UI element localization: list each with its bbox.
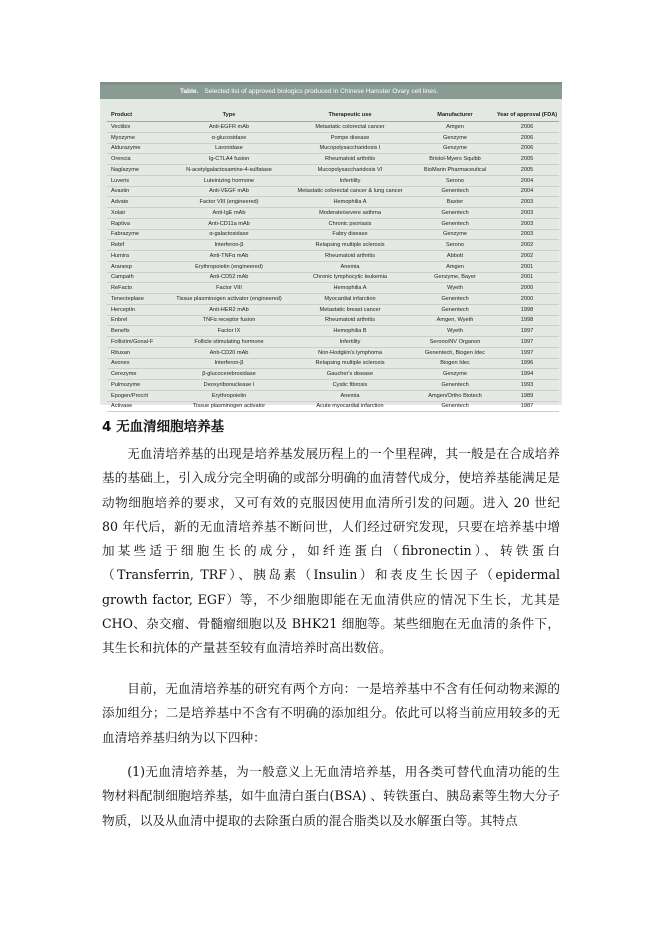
- cell-manufacturer: Genentech: [415, 401, 495, 412]
- cell-type: α-galactosidase: [173, 229, 285, 240]
- cell-product: Vectibix: [107, 122, 173, 133]
- cell-manufacturer: Baxter: [415, 197, 495, 208]
- biologics-table-figure: [100, 82, 562, 410]
- table-row: [107, 283, 559, 294]
- cell-therapeutic-use: Hemophilia A: [285, 283, 415, 294]
- cell-therapeutic-use: Infertility: [285, 175, 415, 186]
- cell-type: Tissue plasminogen activator (engineered): [173, 294, 285, 305]
- cell-manufacturer: Genentech: [415, 380, 495, 391]
- cell-year: 2001: [495, 272, 559, 283]
- cell-product: Avonex: [107, 358, 173, 369]
- cell-product: Aldurazyme: [107, 143, 173, 154]
- cell-manufacturer: Bristol-Myers Squibb: [415, 154, 495, 165]
- cell-product: Cerezyme: [107, 369, 173, 380]
- table-row: [107, 304, 559, 315]
- cell-type: Anti-VEGF mAb: [173, 186, 285, 197]
- cell-type: Factor IX: [173, 326, 285, 337]
- cell-therapeutic-use: Anemia: [285, 390, 415, 401]
- table-row: [107, 261, 559, 272]
- cell-manufacturer: Wyeth: [415, 283, 495, 294]
- cell-manufacturer: Genentech: [415, 294, 495, 305]
- table-caption-text: Selected list of approved biologics produced in Chinese Hamster Ovary cell lines.: [204, 88, 439, 95]
- cell-type: Anti-TNFα mAb: [173, 251, 285, 262]
- table-row: [107, 337, 559, 348]
- cell-type: Anti-CD20 mAb: [173, 347, 285, 358]
- cell-product: Benefix: [107, 326, 173, 337]
- table-row: [107, 143, 559, 154]
- cell-type: Anti-CD11a mAb: [173, 218, 285, 229]
- cell-therapeutic-use: Non-Hodgkin's lymphoma: [285, 347, 415, 358]
- cell-manufacturer: Genentech: [415, 218, 495, 229]
- paragraph-type-one: (1)无血清培养基，为一般意义上无血清培养基，用各类可替代血清功能的生物材料配制细胞培养基，如牛血清白蛋白(BSA) 、转铁蛋白、胰岛素等生物大分子物质，以及从血清中提取的去除蛋白质的混合脂类以及水解蛋白等。其特点: [102, 764, 560, 828]
- cell-product: Follistim/Gonal-F: [107, 337, 173, 348]
- paragraph-serum-free-intro: 无血清培养基的出现是培养基发展历程上的一个里程碑，其一般是在合成培养基的基础上，引入成分完全明确的或部分明确的血清替代成分，使培养基能满足是动物细胞培养的要求，又可有效的克服因使用血清所引发的问题。进入 20 世纪 80 年代后，新的无血清培养基不断问世，人们经过研究发现，只要在培养基中增加某些适于细胞生长的成分，如纤连蛋白（fibronectin）、转铁蛋白（Transferrin, TRF）、胰岛素（Insulin）和表皮生长因子（epidermal growth factor, EGF）等，不少细胞即能在无血清供应的情况下生长，尤其是 CHO、杂交瘤、骨髓瘤细胞以及 BHK21 细胞等。某些细胞在无血清的条件下，其生长和抗体的产量甚至较有血清培养时高出数倍。: [102, 446, 560, 656]
- cell-therapeutic-use: Anemia: [285, 261, 415, 272]
- cell-manufacturer: BioMarin Pharmaceutical: [415, 165, 495, 176]
- cell-year: 2004: [495, 175, 559, 186]
- cell-manufacturer: Amgen: [415, 122, 495, 133]
- cell-type: Interferon-β: [173, 240, 285, 251]
- cell-therapeutic-use: Chronic lymphocytic leukemia: [285, 272, 415, 283]
- cell-type: Tissue plasminogen activator: [173, 401, 285, 412]
- column-header-product: Product: [107, 108, 173, 122]
- cell-therapeutic-use: Mucopolysaccharidosis VI: [285, 165, 415, 176]
- cell-year: 1998: [495, 315, 559, 326]
- biologics-table: [107, 108, 559, 412]
- cell-manufacturer: Amgen, Wyeth: [415, 315, 495, 326]
- table-caption-label: Table.: [180, 88, 199, 95]
- cell-type: Erythropoietin (engineered): [173, 261, 285, 272]
- cell-therapeutic-use: Gaucher's disease: [285, 369, 415, 380]
- cell-therapeutic-use: Moderate/severe asthma: [285, 208, 415, 219]
- cell-year: 2003: [495, 229, 559, 240]
- column-header-manufacturer: Manufacturer: [415, 108, 495, 122]
- cell-year: 2006: [495, 143, 559, 154]
- table-row: [107, 197, 559, 208]
- table-row: [107, 326, 559, 337]
- cell-product: Pulmozyme: [107, 380, 173, 391]
- cell-therapeutic-use: Rheumatoid arthritis: [285, 154, 415, 165]
- cell-manufacturer: Genzyme: [415, 229, 495, 240]
- table-caption: [100, 85, 562, 99]
- cell-type: Anti-CD52 mAb: [173, 272, 285, 283]
- cell-product: Avastin: [107, 186, 173, 197]
- table-row: [107, 132, 559, 143]
- cell-product: Advate: [107, 197, 173, 208]
- cell-year: 2005: [495, 154, 559, 165]
- table-row: [107, 154, 559, 165]
- cell-product: Herceptin: [107, 304, 173, 315]
- cell-product: ReFacto: [107, 283, 173, 294]
- cell-year: 2002: [495, 240, 559, 251]
- cell-therapeutic-use: Metastatic colorectal cancer & lung cancer: [285, 186, 415, 197]
- cell-type: Anti-EGFR mAb: [173, 122, 285, 133]
- cell-manufacturer: Genzyme: [415, 369, 495, 380]
- table-row: [107, 240, 559, 251]
- cell-type: Interferon-β: [173, 358, 285, 369]
- cell-year: 2001: [495, 261, 559, 272]
- cell-product: Humira: [107, 251, 173, 262]
- column-header-year: Year of approval (FDA): [495, 108, 559, 122]
- cell-therapeutic-use: Cystic fibrosis: [285, 380, 415, 391]
- cell-product: Activase: [107, 401, 173, 412]
- cell-manufacturer: Amgen/Ortho Biotech: [415, 390, 495, 401]
- cell-therapeutic-use: Metastatic breast cancer: [285, 304, 415, 315]
- cell-year: 1989: [495, 390, 559, 401]
- cell-year: 1987: [495, 401, 559, 412]
- cell-manufacturer: Serono: [415, 240, 495, 251]
- cell-manufacturer: Genentech: [415, 208, 495, 219]
- cell-product: Campath: [107, 272, 173, 283]
- cell-product: Rebif: [107, 240, 173, 251]
- cell-therapeutic-use: Acute myocardial infarction: [285, 401, 415, 412]
- table-row: [107, 315, 559, 326]
- cell-therapeutic-use: Fabry disease: [285, 229, 415, 240]
- cell-type: β-glucocerebrosidase: [173, 369, 285, 380]
- cell-type: Deoxyribonuclease I: [173, 380, 285, 391]
- table-row: [107, 358, 559, 369]
- column-header-therapeutic-use: Therapeutic use: [285, 108, 415, 122]
- cell-year: 1994: [495, 369, 559, 380]
- cell-year: 1996: [495, 358, 559, 369]
- cell-year: 1997: [495, 326, 559, 337]
- cell-product: Rituxan: [107, 347, 173, 358]
- cell-product: Naglazyme: [107, 165, 173, 176]
- cell-product: Myozyme: [107, 132, 173, 143]
- cell-product: Orencia: [107, 154, 173, 165]
- table-row: [107, 251, 559, 262]
- cell-product: Luveris: [107, 175, 173, 186]
- cell-type: Factor VIII (engineered): [173, 197, 285, 208]
- cell-manufacturer: Genentech: [415, 304, 495, 315]
- cell-manufacturer: Genzyme: [415, 132, 495, 143]
- cell-year: 1993: [495, 380, 559, 391]
- cell-therapeutic-use: Hemophilia B: [285, 326, 415, 337]
- cell-year: 2000: [495, 294, 559, 305]
- cell-therapeutic-use: Rheumatoid arthritis: [285, 315, 415, 326]
- table-row: [107, 208, 559, 219]
- paragraph-research-directions: 目前，无血清培养基的研究有两个方向：一是培养基中不含有任何动物来源的添加组分；二是培养基中不含有不明确的添加组分。依此可以将当前应用较多的无血清培养基归纳为以下四种：: [102, 681, 560, 745]
- column-header-type: Type: [173, 108, 285, 122]
- table-row: [107, 175, 559, 186]
- cell-type: N-acetylgalactosamine-4-sulfatase: [173, 165, 285, 176]
- table-row: [107, 218, 559, 229]
- cell-manufacturer: Genzyme, Bayer: [415, 272, 495, 283]
- cell-manufacturer: Serono/NV Organon: [415, 337, 495, 348]
- cell-therapeutic-use: Chronic psoriasis: [285, 218, 415, 229]
- cell-therapeutic-use: Relapsing multiple sclerosis: [285, 240, 415, 251]
- cell-type: Laronidase: [173, 143, 285, 154]
- cell-type: TNFα receptor fusion: [173, 315, 285, 326]
- cell-year: 1997: [495, 337, 559, 348]
- cell-type: Follicle stimulating hormone: [173, 337, 285, 348]
- table-row: [107, 272, 559, 283]
- cell-type: Erythropoietin: [173, 390, 285, 401]
- cell-year: 2002: [495, 251, 559, 262]
- cell-manufacturer: Biogen Idec: [415, 358, 495, 369]
- cell-product: Raptiva: [107, 218, 173, 229]
- cell-type: Anti-IgE mAb: [173, 208, 285, 219]
- cell-product: Tenecteplase: [107, 294, 173, 305]
- table-row: [107, 294, 559, 305]
- cell-year: 2006: [495, 122, 559, 133]
- cell-year: 2003: [495, 208, 559, 219]
- cell-therapeutic-use: Relapsing multiple sclerosis: [285, 358, 415, 369]
- cell-manufacturer: Abbott: [415, 251, 495, 262]
- cell-manufacturer: Genentech: [415, 186, 495, 197]
- cell-product: Fabrazyme: [107, 229, 173, 240]
- cell-therapeutic-use: Metastatic colorectal cancer: [285, 122, 415, 133]
- table-row: [107, 347, 559, 358]
- cell-type: Anti-HER2 mAb: [173, 304, 285, 315]
- table-row: [107, 380, 559, 391]
- cell-manufacturer: Amgen: [415, 261, 495, 272]
- cell-product: Epogen/Procrit: [107, 390, 173, 401]
- cell-manufacturer: Genentech, Biogen Idec: [415, 347, 495, 358]
- cell-therapeutic-use: Rheumatoid arthritis: [285, 251, 415, 262]
- table-row: [107, 390, 559, 401]
- section-heading: 4 无血清细胞培养基: [102, 419, 225, 435]
- cell-product: Enbrel: [107, 315, 173, 326]
- cell-product: Xolair: [107, 208, 173, 219]
- cell-manufacturer: Wyeth: [415, 326, 495, 337]
- table-row: [107, 165, 559, 176]
- cell-type: Factor VIII: [173, 283, 285, 294]
- table-row: [107, 122, 559, 133]
- table-header-row: [107, 108, 559, 122]
- cell-therapeutic-use: Pompe disease: [285, 132, 415, 143]
- cell-year: 1998: [495, 304, 559, 315]
- cell-year: 2000: [495, 283, 559, 294]
- cell-therapeutic-use: Mucopolysaccharidosis I: [285, 143, 415, 154]
- cell-product: Aranesp: [107, 261, 173, 272]
- cell-type: Ig-CTLA4 fusion: [173, 154, 285, 165]
- cell-year: 2003: [495, 218, 559, 229]
- cell-manufacturer: Genzyme: [415, 143, 495, 154]
- cell-year: 2004: [495, 186, 559, 197]
- table-row: [107, 186, 559, 197]
- table-row: [107, 229, 559, 240]
- table-row: [107, 401, 559, 412]
- cell-year: 1997: [495, 347, 559, 358]
- cell-therapeutic-use: Hemophilia A: [285, 197, 415, 208]
- table-body: [107, 122, 559, 412]
- cell-therapeutic-use: Infertility: [285, 337, 415, 348]
- cell-therapeutic-use: Myocardial infarction: [285, 294, 415, 305]
- cell-year: 2005: [495, 165, 559, 176]
- cell-manufacturer: Serono: [415, 175, 495, 186]
- table-row: [107, 369, 559, 380]
- cell-type: α-glucosidase: [173, 132, 285, 143]
- cell-year: 2003: [495, 197, 559, 208]
- cell-year: 2006: [495, 132, 559, 143]
- cell-type: Luteinizing hormone: [173, 175, 285, 186]
